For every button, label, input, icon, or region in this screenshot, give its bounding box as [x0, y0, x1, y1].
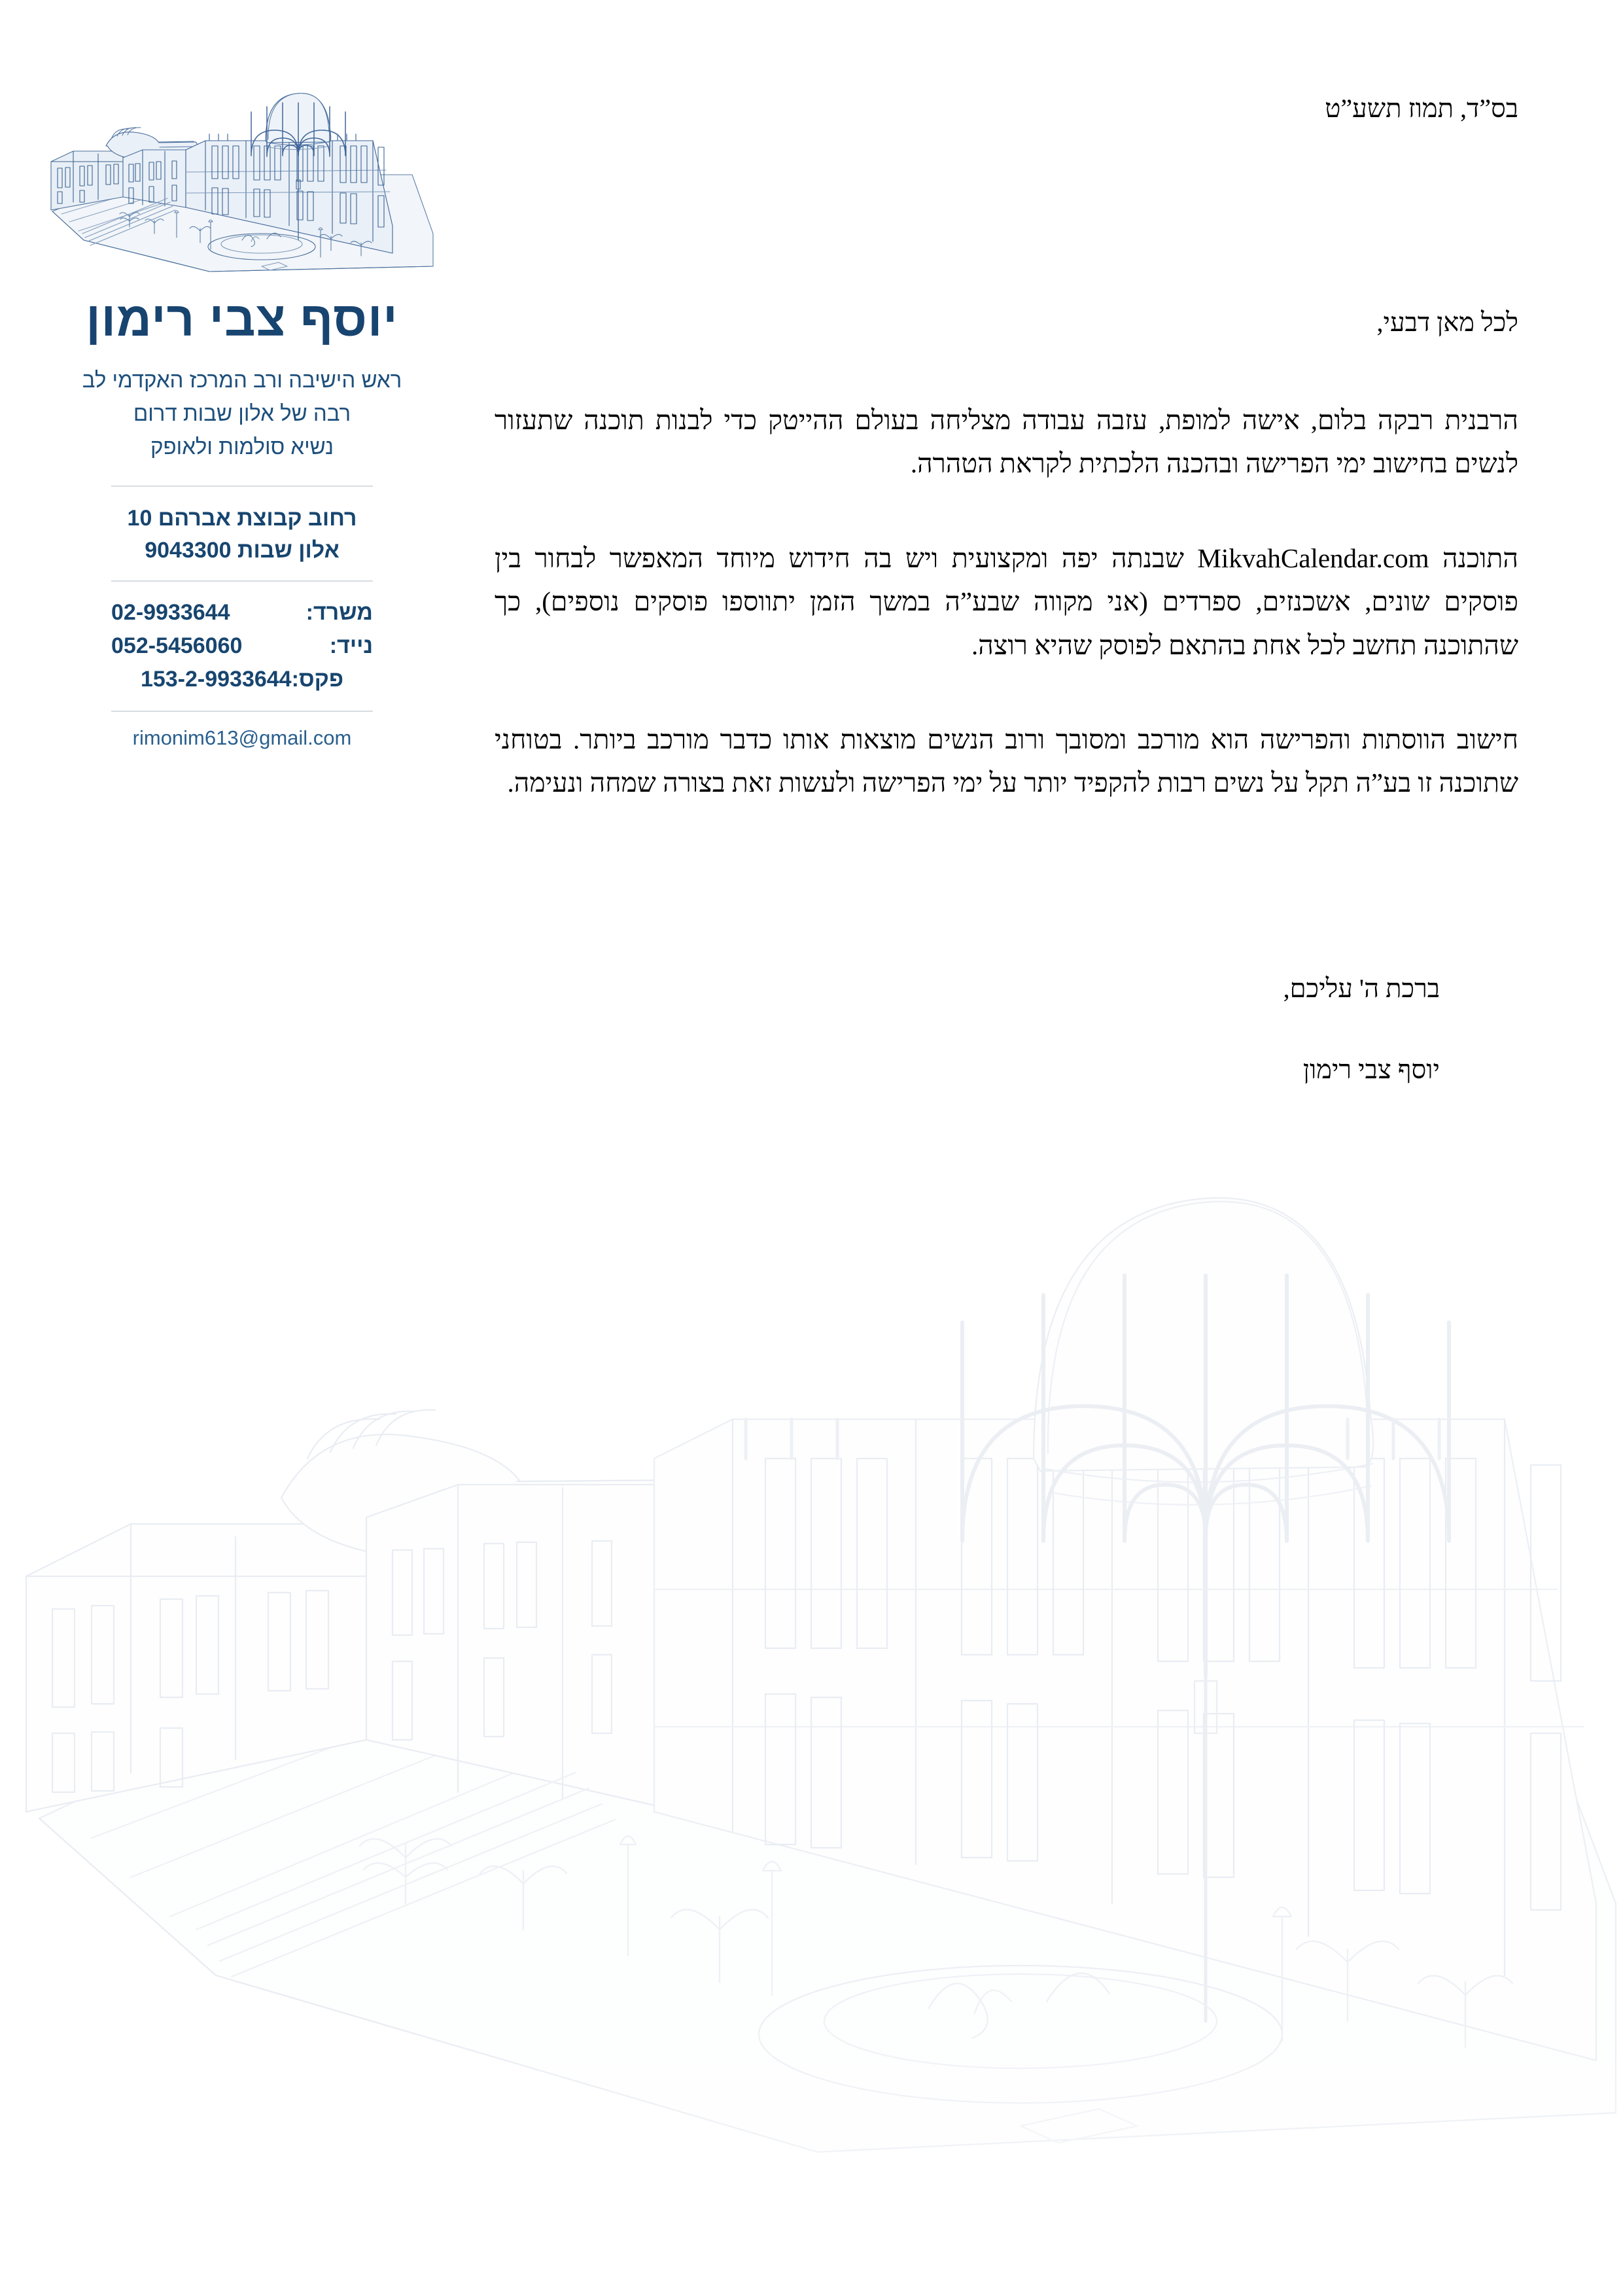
- paragraph-2-suffix: שבנתה יפה ומקצועית ויש בה חידוש מיוחד המאפשר לבחור בין פוסקים שונים, אשכנזים, ספרדים (אני מקווה שבע”ה במשך הזמן יתווספו פוסקים נוספים), כך שהתוכנה תחשב לכל אחת בהתאם לפוסק שהיא רוצה.: [495, 542, 1518, 660]
- address-line-2: אלון שבות 9043300: [145, 537, 340, 563]
- paragraph-2-prefix: התוכנה: [1429, 542, 1518, 573]
- mikvah-calendar-link[interactable]: MikvahCalendar.com: [1197, 542, 1429, 573]
- phone-label-fax: פקס:: [291, 666, 344, 692]
- letterhead-name: יוסף צבי רימון: [86, 292, 398, 346]
- letterhead-titles: [0, 363, 484, 463]
- yeshiva-building-menorah-illustration: [46, 62, 438, 278]
- letterhead-divider-1: [111, 486, 373, 487]
- letter-body: [495, 0, 1518, 1087]
- letterhead-divider-2: [111, 580, 373, 582]
- phone-row-office: [111, 596, 373, 629]
- phone-row-fax: [111, 663, 373, 696]
- letterhead-title-3: נשיא סולמות ולאופק: [150, 434, 334, 459]
- signature-name: יוסף צבי רימון: [1302, 1054, 1440, 1084]
- phone-value-office[interactable]: 02-9933644: [111, 599, 230, 625]
- paragraph-1: הרבנית רבקה בלום, אישה למופת, עזבה עבודה מצליחה בעולם ההייטק כדי לבנות תוכנה שתעזור לנשים בחישוב ימי הפרישה ובהכנה הלכתית לקראת הטהרה.: [495, 405, 1518, 479]
- letterhead-email[interactable]: rimonim613@gmail.com: [132, 726, 352, 749]
- closing-greeting: ברכת ה' עליכם,: [1283, 973, 1440, 1003]
- letterhead-title-1: ראש הישיבה ורב המרכז האקדמי לב: [82, 368, 402, 392]
- phone-label-mobile: נייד:: [329, 633, 373, 658]
- phone-value-fax[interactable]: 153-2-9933644: [140, 666, 292, 692]
- paragraph-2: [495, 537, 1518, 667]
- letterhead-title-2: רבה של אלון שבות דרום: [133, 401, 351, 426]
- letterhead-address: [0, 503, 484, 566]
- yeshiva-building-menorah-watermark: [0, 1000, 1623, 2211]
- letterhead-phones: [111, 596, 373, 696]
- address-line-1: רחוב קבוצת אברהם 10: [127, 506, 357, 531]
- phone-row-mobile: [111, 629, 373, 663]
- salutation: לכל מאן דבעי,: [1376, 308, 1518, 337]
- phone-value-mobile[interactable]: 052-5456060: [111, 633, 243, 658]
- date-line: בס”ד, תמוז תשע”ט: [1325, 94, 1518, 123]
- letterhead-divider-3: [111, 711, 373, 712]
- phone-label-office: משרד:: [305, 599, 373, 625]
- letterhead-sidebar: [0, 62, 484, 750]
- paragraph-3: חישוב הווסתות והפרישה הוא מורכב ומסובך ורוב הנשים מוצאות אותו כדבר מורכב ביותר. בטוחני שתוכנה זו בע”ה תקל על נשים רבות להקפיד יותר על ימי הפרישה ולעשות זאת בצורה שמחה ונעימה.: [495, 724, 1518, 798]
